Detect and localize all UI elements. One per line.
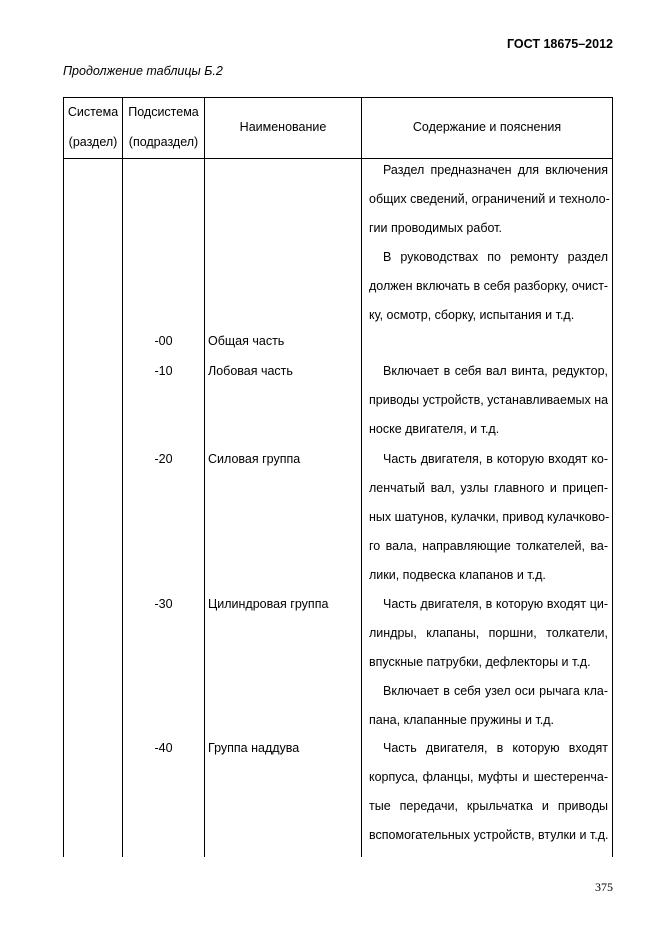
- content-paragraph: [369, 357, 608, 444]
- text-line: ных шатунов, кулачки, привод кулачково-: [369, 510, 610, 524]
- text-line: приводы устройств, устанавливаемых на: [369, 393, 609, 407]
- text-line: Включает в себя вал винта, редуктор,: [383, 364, 608, 378]
- subsystem-code: -10: [154, 364, 173, 378]
- subsystem-code: -40: [154, 741, 173, 755]
- content-paragraph: [369, 734, 608, 850]
- column-header-subsystem: [123, 104, 204, 150]
- standard-number: ГОСТ 18675–2012: [507, 37, 613, 51]
- row-name: Лобовая часть: [208, 364, 293, 378]
- text-line: Часть двигателя, в которую входят: [383, 741, 608, 755]
- text-line: линдры, клапаны, поршни, толкатели,: [369, 626, 608, 640]
- content-paragraph: [369, 677, 608, 735]
- text-line: лики, подвеска клапанов и т.д.: [369, 568, 546, 582]
- text-line: должен включать в себя разборку, очист-: [369, 279, 609, 293]
- text-line: Часть двигателя, в которую входят ци-: [383, 597, 608, 611]
- subsystem-code: -20: [154, 452, 173, 466]
- text-line: пана, клапанные пружины и т.д.: [369, 713, 555, 727]
- header-line: Система: [67, 105, 119, 119]
- row-name: Силовая группа: [208, 452, 301, 466]
- text-line: Часть двигателя, в которую входят ко-: [383, 452, 608, 466]
- text-line: Раздел предназначен для включения: [383, 163, 608, 177]
- row-name: Цилиндровая группа: [208, 597, 329, 611]
- header-line: Подсистема: [128, 105, 199, 119]
- text-line: го вала, направляющие толкателей, ва-: [369, 539, 608, 553]
- header-line: (подраздел): [128, 135, 199, 149]
- text-line: В руководствах по ремонту раздел: [383, 250, 608, 264]
- text-line: ленчатый вал, узлы главного и прицеп-: [369, 481, 608, 495]
- text-line: носке двигателя, и т.д.: [369, 422, 500, 436]
- text-line: впускные патрубки, дефлекторы и т.д.: [369, 655, 591, 669]
- text-line: тые передачи, крыльчатка и приводы: [369, 799, 608, 813]
- column-header-name: Наименование: [239, 120, 327, 134]
- content-paragraph: [369, 243, 608, 330]
- text-line: корпуса, фланцы, муфты и шестеренча-: [369, 770, 608, 784]
- content-paragraph: [369, 590, 608, 677]
- row-name: Группа наддува: [208, 741, 300, 755]
- text-line: гии проводимых работ.: [369, 221, 502, 235]
- text-line: вспомогательных устройств, втулки и т.д.: [369, 828, 609, 842]
- text-line: Включает в себя узел оси рычага кла-: [383, 684, 608, 698]
- column-header-content: Содержание и пояснения: [412, 120, 562, 134]
- content-paragraph: [369, 156, 608, 243]
- text-line: ку, осмотр, сборку, испытания и т.д.: [369, 308, 575, 322]
- column-header-system: [64, 104, 122, 150]
- table-caption: Продолжение таблицы Б.2: [63, 64, 223, 78]
- content-paragraph: [369, 445, 608, 590]
- subsystem-code: -00: [154, 334, 173, 348]
- header-line: (раздел): [68, 135, 118, 149]
- subsystem-code: -30: [154, 597, 173, 611]
- row-name: Общая часть: [208, 334, 285, 348]
- text-line: общих сведений, ограничений и техноло-: [369, 192, 610, 206]
- page-number: 375: [595, 880, 613, 894]
